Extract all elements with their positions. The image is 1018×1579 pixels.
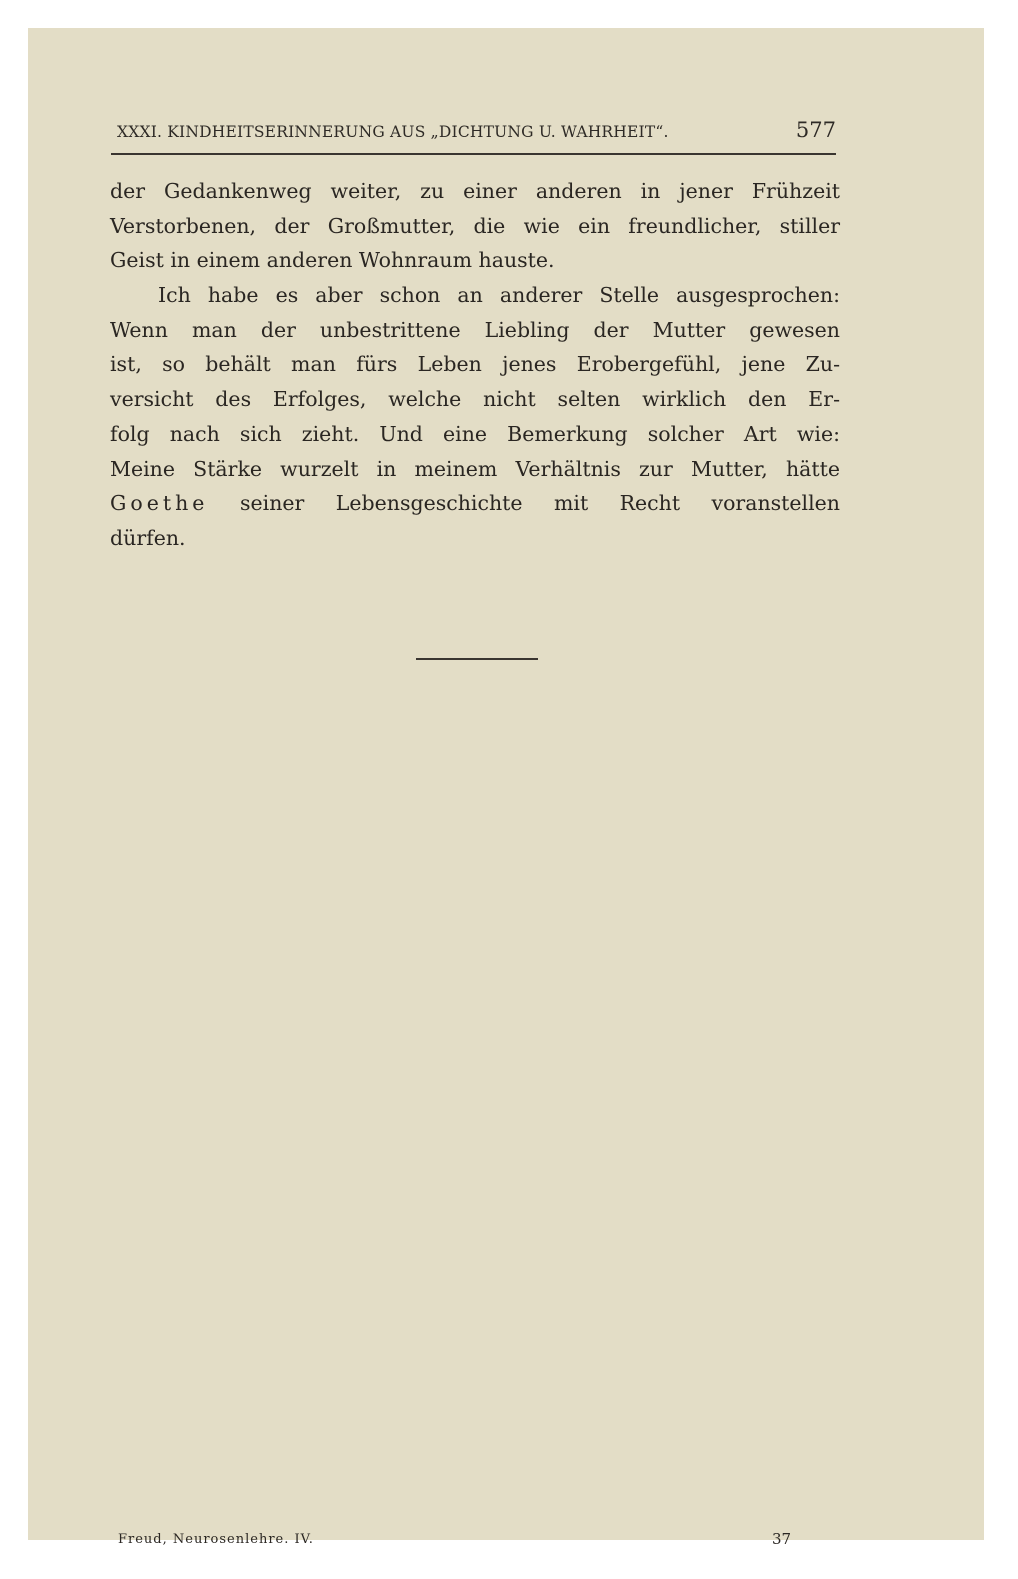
- goethe-name: Goethe: [110, 491, 209, 516]
- text-line: Wenn man der unbestrittene Liebling der Mutter gewesen: [110, 317, 840, 342]
- body-text: [110, 174, 840, 556]
- text-line: Geist in einem anderen Wohnraum hauste.: [110, 248, 555, 273]
- book-page: [28, 28, 984, 1540]
- page-number: 577: [795, 118, 836, 142]
- text-line: folg nach sich zieht. Und eine Bemerkung solcher Art wie:: [110, 421, 840, 446]
- text-line: Ich habe es aber schon an anderer Stelle ausgesprochen:: [158, 283, 840, 308]
- text-line: Meine Stärke wurzelt in meinem Verhältnis zur Mutter, hätte: [110, 456, 840, 481]
- text-line: der Gedankenweg weiter, zu einer anderen in jener Frühzeit: [110, 179, 840, 203]
- footer-signature: Freud, Neurosenlehre. IV.: [118, 1532, 314, 1547]
- text-line: Verstorbenen, der Großmutter, die wie ein freundlicher, stiller: [110, 213, 840, 238]
- running-title: XXXI. KINDHEITSERINNERUNG AUS „DICHTUNG U. WAHRHEIT“.: [117, 123, 669, 141]
- text-line: dürfen.: [110, 525, 186, 550]
- text-line: [110, 486, 840, 521]
- footer-sheet-number: 37: [772, 1530, 792, 1548]
- text-line-rest: seiner Lebensgeschichte mit Recht voranstellen: [240, 491, 840, 516]
- text-line: versicht des Erfolges, welche nicht selten wirklich den Er-: [110, 387, 840, 412]
- running-header: [111, 117, 836, 155]
- text-line: ist, so behält man fürs Leben jenes Erobergefühl, jene Zu-: [110, 352, 840, 377]
- section-divider: [416, 658, 538, 660]
